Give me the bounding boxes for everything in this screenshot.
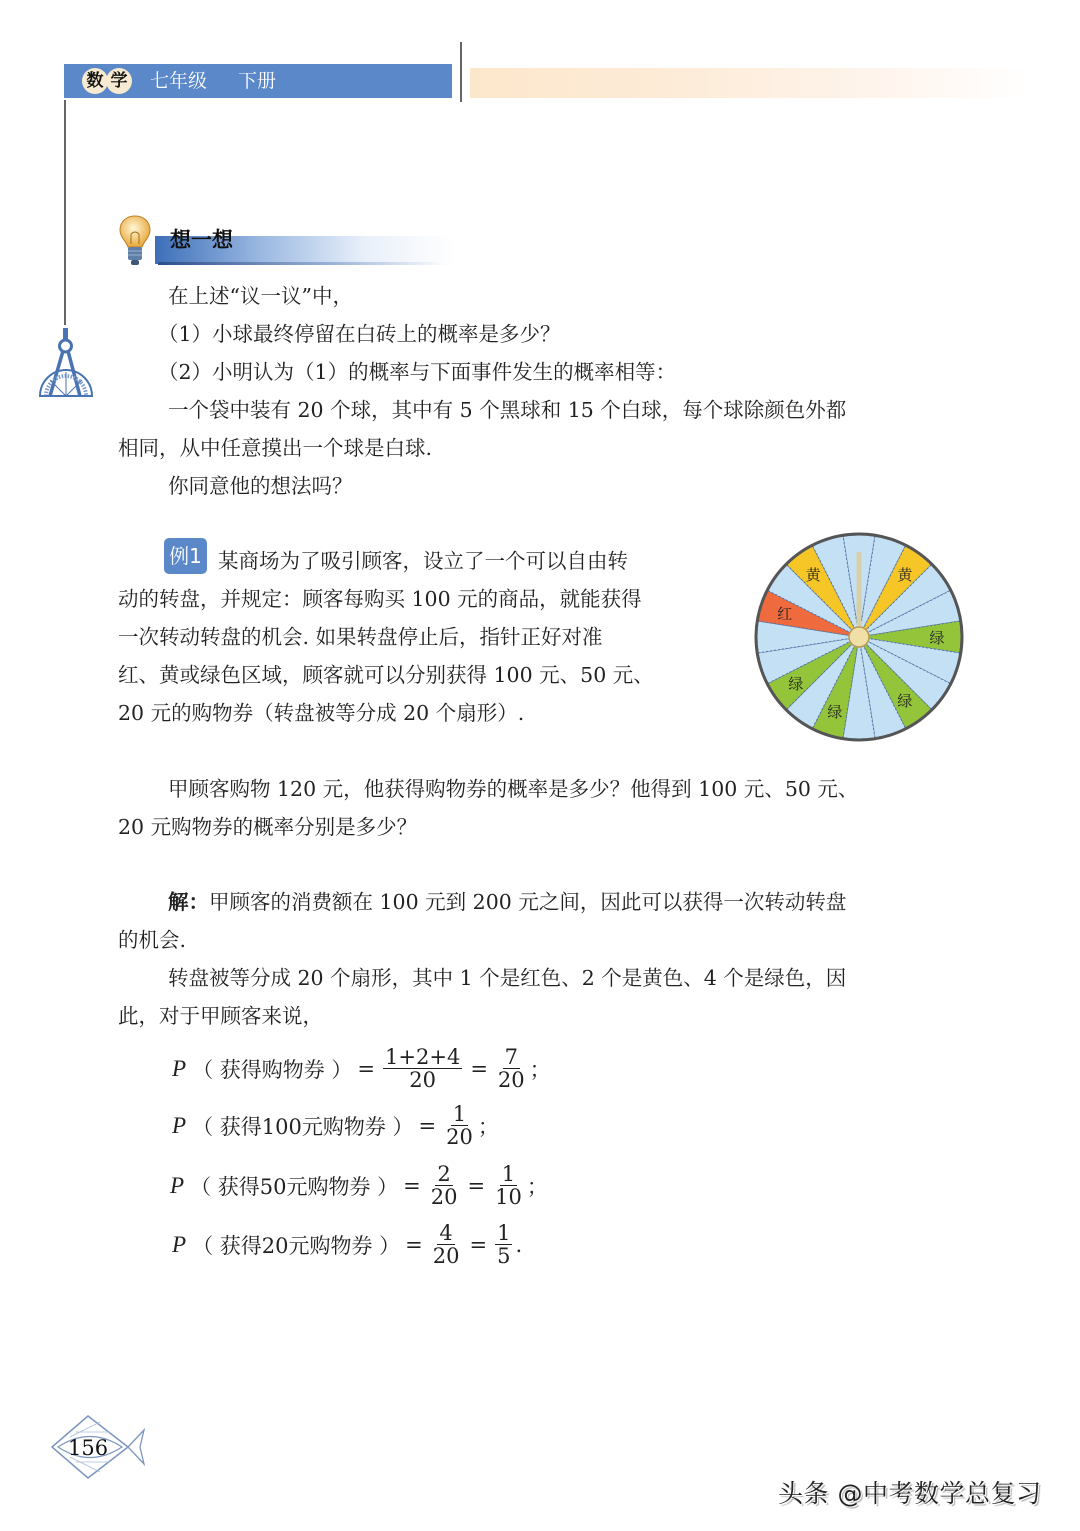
formula-row [172, 1046, 551, 1091]
page-number: 156 [68, 1436, 109, 1460]
formula-row [170, 1163, 548, 1208]
header-divider [460, 42, 462, 102]
wheel-sector-label: 红 [777, 604, 793, 623]
fraction [431, 1222, 462, 1267]
fraction [493, 1163, 524, 1208]
wheel-sector-label: 绿 [827, 703, 843, 722]
denominator: 10 [495, 1185, 522, 1209]
solution-label: 解： [168, 890, 209, 914]
prob-symbol: P [172, 1055, 187, 1081]
wheel-sector-label: 绿 [897, 692, 913, 711]
equals-sign: = [470, 1056, 488, 1081]
numerator: 1+2+4 [385, 1045, 461, 1069]
formula-event: （ 获得50元购物券 ） [190, 1174, 399, 1199]
fraction [383, 1046, 462, 1091]
equals-sign: = [403, 1173, 421, 1198]
paragraph-line: （1）小球最终停留在白砖上的概率是多少？ [158, 322, 561, 346]
wheel-sector-label: 绿 [929, 629, 945, 647]
wheel-sector-label: 绿 [788, 674, 804, 693]
wheel-sector-label: 黄 [897, 565, 913, 584]
subject-badge-char: 学 [106, 68, 132, 94]
paragraph-line: 此，对于甲顾客来说， [118, 1004, 323, 1028]
denominator: 20 [446, 1125, 473, 1149]
formula-end: ； [526, 1174, 548, 1199]
header-band [470, 68, 1030, 98]
prize-wheel-figure [752, 530, 966, 744]
formula-event: （ 获得购物券 ） [192, 1057, 353, 1082]
numerator: 7 [504, 1045, 518, 1069]
numerator: 1 [452, 1102, 467, 1126]
denominator: 20 [497, 1068, 525, 1092]
paragraph-line: 一次转动转盘的机会. 如果转盘停止后，指针正好对准 [118, 625, 603, 649]
example-badge: 例1 [164, 538, 207, 574]
left-margin-rule [64, 100, 66, 325]
fraction [496, 1046, 527, 1091]
paragraph-line: 20 元的购物券（转盘被等分成 20 个扇形）. [118, 701, 525, 725]
equals-sign: = [469, 1232, 488, 1257]
subject-badge-char: 数 [82, 68, 108, 94]
formula-event: （ 获得20元购物券 ） [192, 1233, 401, 1258]
fraction [429, 1163, 460, 1208]
compass-protractor-icon [36, 326, 96, 400]
paragraph-line: 在上述“议一议”中， [168, 284, 353, 308]
fraction [444, 1103, 475, 1148]
paragraph-line: 红、黄或绿色区域，顾客就可以分别获得 100 元、50 元、 [118, 663, 654, 687]
equals-sign: = [357, 1056, 376, 1081]
section-title: 想一想 [170, 228, 233, 252]
wheel-hub [849, 627, 869, 647]
paragraph-line: （2）小明认为（1）的概率与下面事件发生的概率相等： [158, 360, 677, 384]
formula-row [172, 1222, 522, 1267]
wheel-sector-label: 黄 [805, 565, 821, 584]
denominator: 20 [430, 1185, 458, 1209]
equals-sign: = [467, 1173, 486, 1198]
fraction [495, 1222, 512, 1267]
equals-sign: = [418, 1113, 437, 1138]
paragraph-line: 相同，从中任意摸出一个球是白球. [118, 436, 433, 460]
paragraph-line: 某商场为了吸引顾客，设立了一个可以自由转 [218, 549, 628, 573]
denominator: 20 [432, 1244, 460, 1268]
formula-row [172, 1103, 499, 1148]
formula-end: . [515, 1232, 523, 1257]
equals-sign: = [405, 1232, 423, 1257]
paragraph-line: 转盘被等分成 20 个扇形，其中 1 个是红色、2 个是黄色、4 个是绿色，因 [168, 966, 847, 990]
prob-symbol: P [170, 1172, 185, 1198]
paragraph-line: 一个袋中装有 20 个球，其中有 5 个黑球和 15 个白球，每个球除颜色外都 [168, 398, 847, 422]
section-title-underline [158, 262, 448, 265]
paragraph-line: 动的转盘，并规定：顾客每购买 100 元的商品，就能获得 [118, 587, 642, 611]
formula-event: （ 获得100元购物券 ） [192, 1114, 414, 1139]
numerator: 1 [497, 1221, 511, 1245]
grade-label: 七年级 [150, 70, 208, 92]
paragraph-line: 你同意他的想法吗？ [168, 474, 353, 498]
prob-symbol: P [172, 1112, 187, 1138]
lightbulb-icon [118, 214, 152, 268]
paragraph-line: 20 元购物券的概率分别是多少？ [118, 815, 418, 839]
paragraph-line: 的机会. [118, 928, 187, 952]
paragraph-line: 甲顾客购物 120 元，他获得购物券的概率是多少？他得到 100 元、50 元、 [168, 777, 859, 801]
prob-symbol: P [172, 1231, 187, 1257]
formula-end: ； [477, 1114, 499, 1139]
numerator: 2 [437, 1162, 451, 1186]
solution-text: 甲顾客的消费额在 100 元到 200 元之间，因此可以获得一次转动转盘 [209, 890, 847, 914]
numerator: 1 [501, 1162, 516, 1186]
wheel-pointer [857, 552, 862, 632]
numerator: 4 [439, 1221, 453, 1245]
denominator: 20 [409, 1068, 437, 1092]
watermark: 头条 @中考数学总复习 [778, 1479, 1042, 1508]
formula-end: ； [529, 1057, 551, 1082]
paragraph-line [168, 883, 846, 921]
volume-label: 下册 [238, 70, 277, 92]
denominator: 5 [497, 1244, 511, 1268]
